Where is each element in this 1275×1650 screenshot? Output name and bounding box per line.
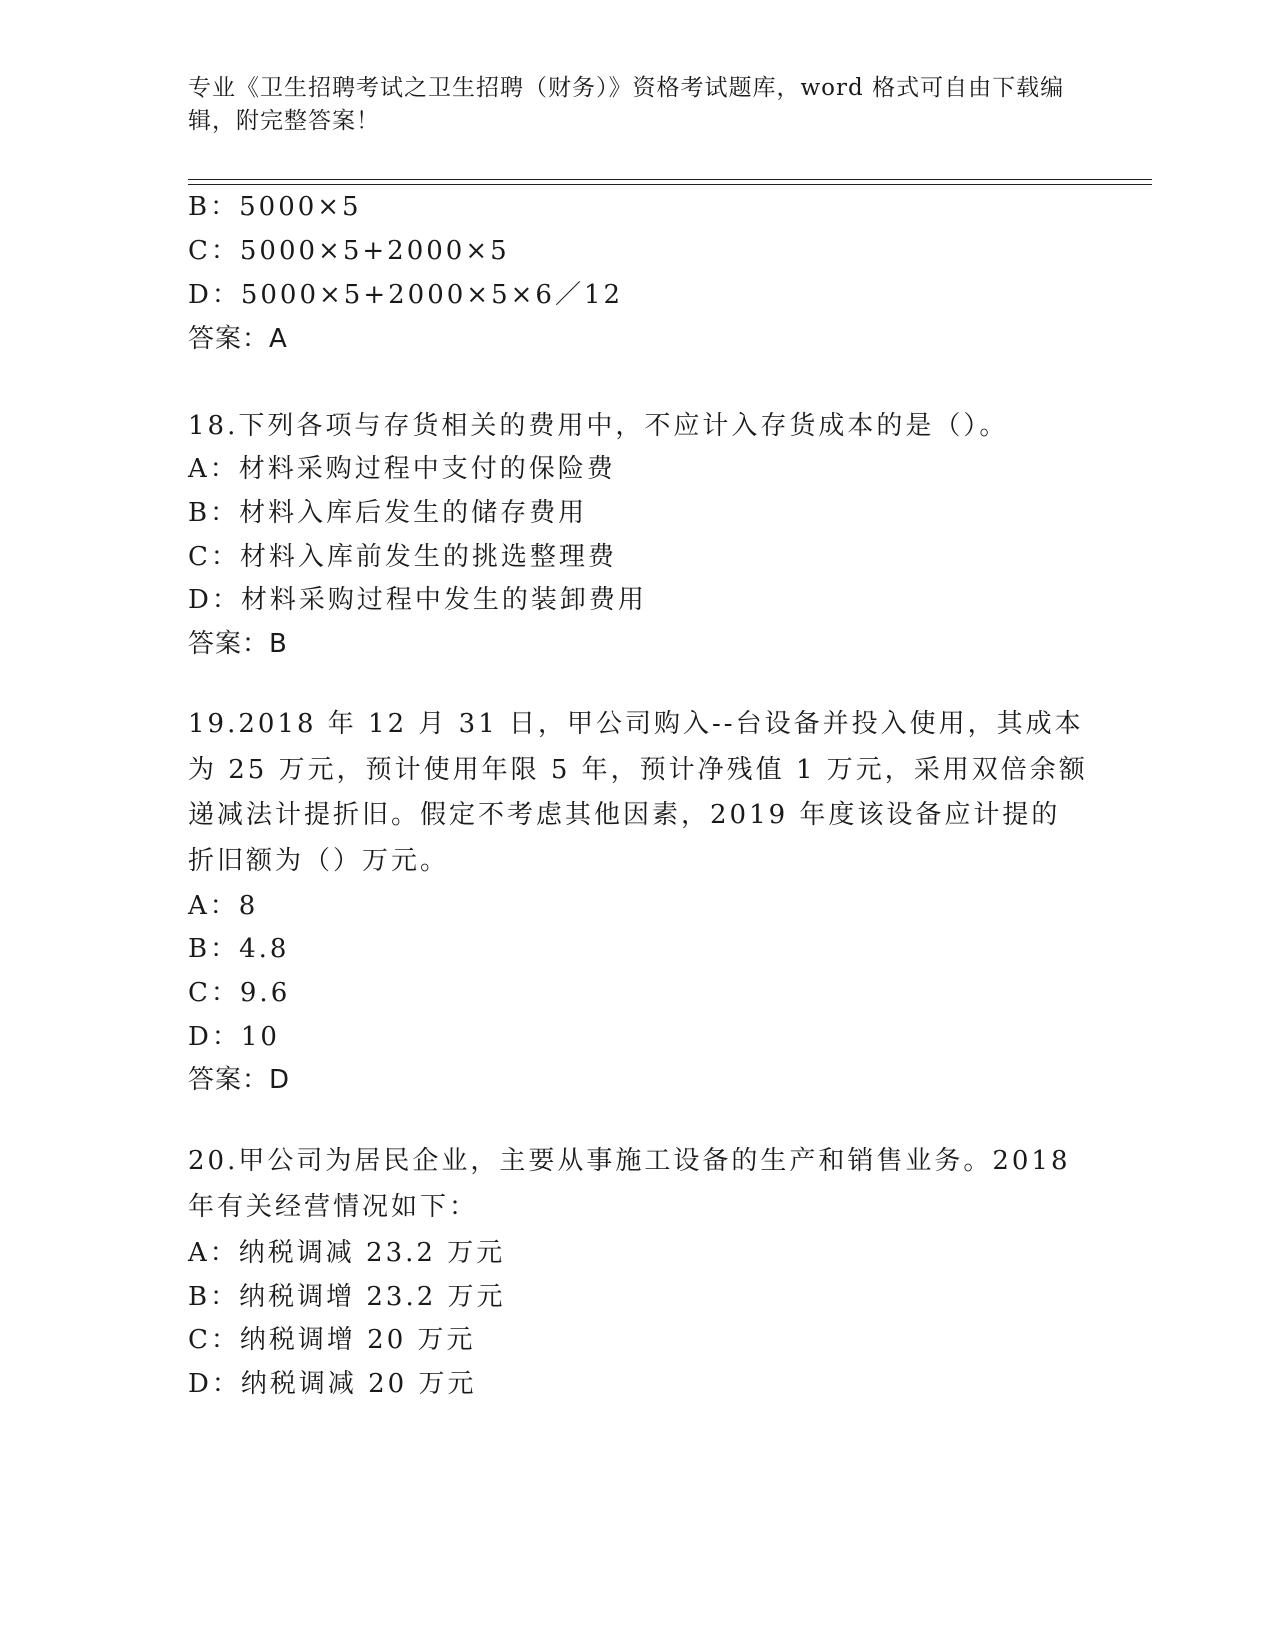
q19-question: 19.2018 年 12 月 31 日，甲公司购入--台设备并投入使用，其成本为 25 万元，预计使用年限 5 年，预计净残值 1 万元，采用双倍余额递减法计提折旧。假定不考虑其他因素，2019 年度该设备应计提的折旧额为（）万元。 bbox=[188, 709, 1088, 876]
q18-option-a: A：材料采购过程中支付的保险费 bbox=[188, 454, 616, 484]
q17-option-c: C：5000×5+2000×5 bbox=[188, 236, 510, 266]
q18-option-d: D：材料采购过程中发生的装卸费用 bbox=[188, 585, 647, 615]
q19-option-b: B：4.8 bbox=[188, 934, 290, 964]
q17-answer: 答案：A bbox=[188, 324, 288, 354]
q20-option-d: D：纳税调减 20 万元 bbox=[188, 1369, 477, 1399]
q17-option-d: D：5000×5+2000×5×6／12 bbox=[188, 280, 624, 310]
q19-answer: 答案：D bbox=[188, 1065, 291, 1095]
q17-option-b: B：5000×5 bbox=[188, 192, 362, 222]
q20-question: 20.甲公司为居民企业，主要从事施工设备的生产和销售业务。2018 年有关经营情况如下： bbox=[188, 1146, 1071, 1222]
q20-option-a: A：纳税调减 23.2 万元 bbox=[188, 1238, 506, 1268]
header-rule-bottom bbox=[188, 184, 1152, 185]
header-rule-top bbox=[188, 179, 1152, 180]
q19-option-d: D：10 bbox=[188, 1022, 280, 1052]
q18-question: 18.下列各项与存货相关的费用中，不应计入存货成本的是（）。 bbox=[188, 411, 1009, 441]
q20-option-b: B：纳税调增 23.2 万元 bbox=[188, 1282, 506, 1312]
q18-option-b: B：材料入库后发生的储存费用 bbox=[188, 498, 588, 528]
q19-option-c: C：9.6 bbox=[188, 978, 291, 1008]
q19-option-a: A：8 bbox=[188, 891, 259, 921]
q20-option-c: C：纳税调增 20 万元 bbox=[188, 1325, 476, 1355]
q18-option-c: C：材料入库前发生的挑选整理费 bbox=[188, 542, 617, 572]
q18-answer: 答案：B bbox=[188, 629, 288, 659]
document-header: 专业《卫生招聘考试之卫生招聘（财务）》资格考试题库，word 格式可自由下载编辑，附完整答案！ bbox=[188, 75, 1065, 134]
